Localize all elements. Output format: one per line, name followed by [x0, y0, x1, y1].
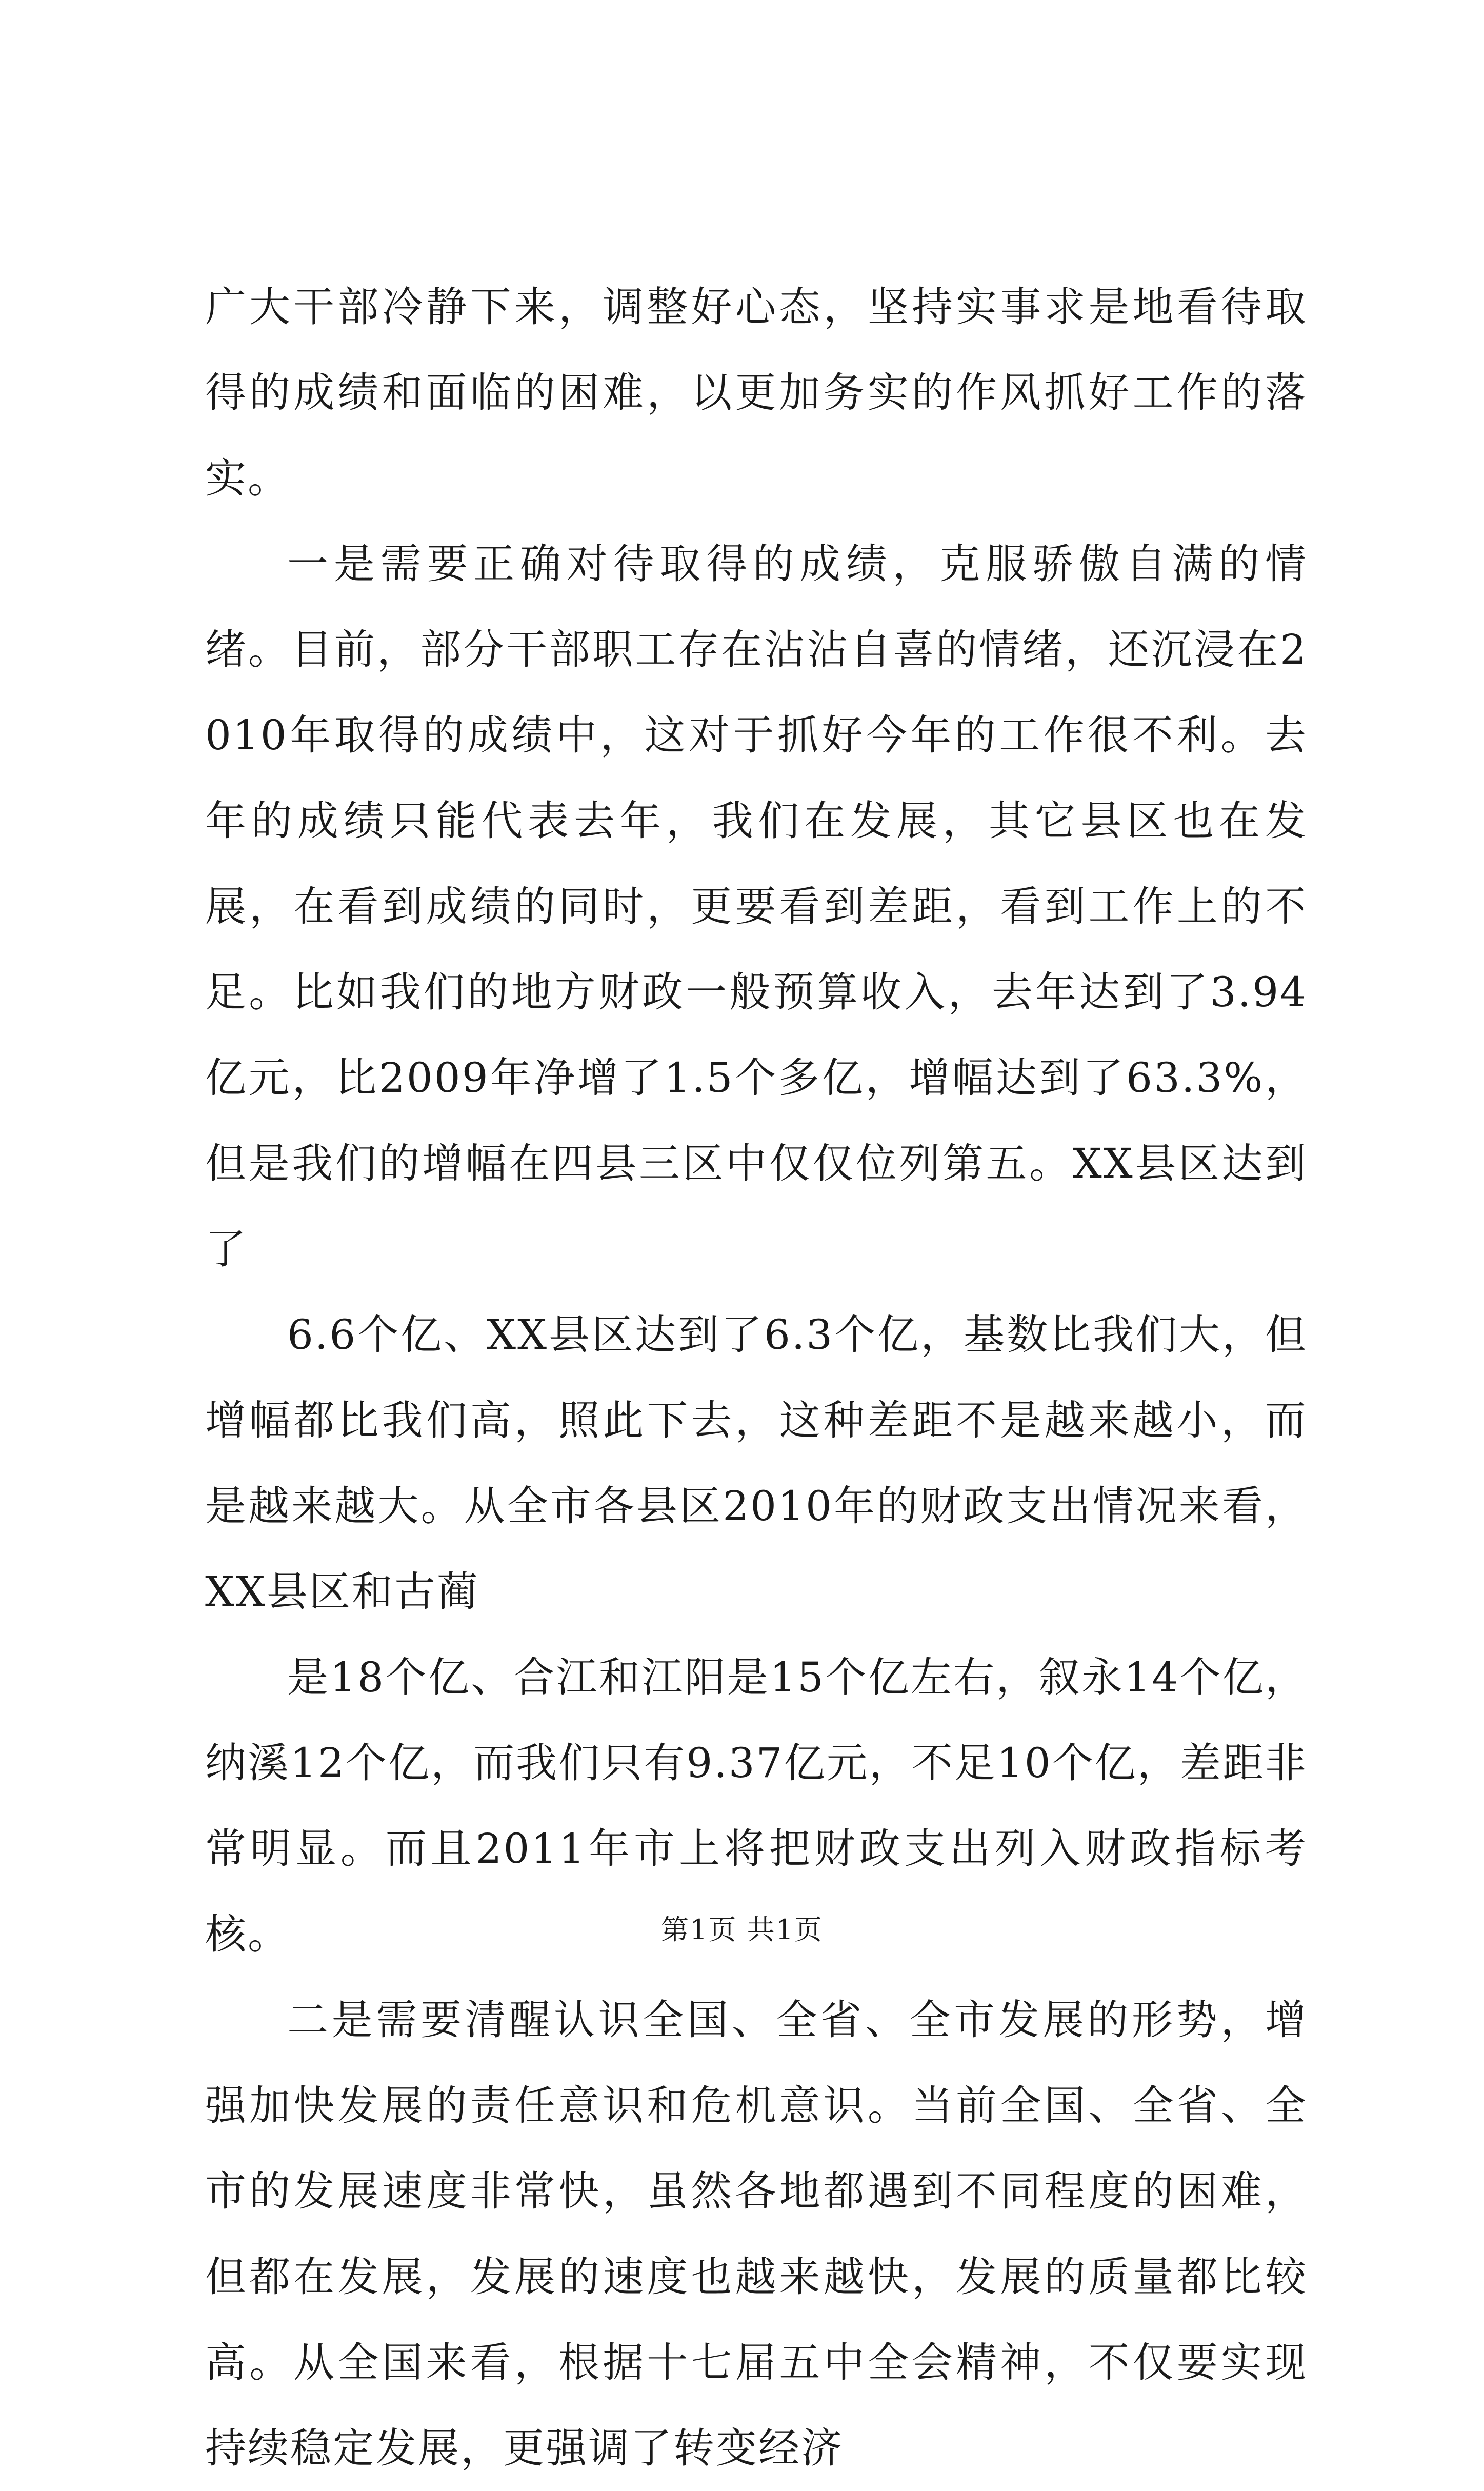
document-body [205, 264, 1308, 2491]
page-footer: 第1页 共1页 [661, 1914, 823, 1946]
paragraph-4: 是18个亿、合江和江阳是15个亿左右，叙永14个亿，纳溪12个亿，而我们只有9.37亿元，不足10个亿，差距非常明显。而且2011年市上将把财政支出列入财政指标考核。 [205, 1653, 1308, 1958]
paragraph-3: 6.6个亿、XX县区达到了6.3个亿，基数比我们大，但增幅都比我们高，照此下去，这种差距不是越来越小，而是越来越大。从全市各县区2010年的财政支出情况来看，XX县区和古蔺 [205, 1311, 1308, 1616]
paragraph-2: 一是需要正确对待取得的成绩，克服骄傲自满的情绪。目前，部分干部职工存在沾沾自喜的情绪，还沉浸在2010年取得的成绩中，这对于抓好今年的工作很不利。去年的成绩只能代表去年，我们在发展，其它县区也在发展，在看到成绩的同时，更要看到差距，看到工作上的不足。比如我们的地方财政一般预算收入，去年达到了3.94亿元，比2009年净增了1.5个多亿，增幅达到了63.3%，但是我们的增幅在四县三区中仅仅位列第五。XX县区达到了 [205, 540, 1308, 1273]
paragraph-5: 二是需要清醒认识全国、全省、全市发展的形势，增强加快发展的责任意识和危机意识。当前全国、全省、全市的发展速度非常快，虽然各地都遇到不同程度的困难，但都在发展，发展的速度也越来越快，发展的质量都比较高。从全国来看，根据十七届五中全会精神，不仅要实现持续稳定发展，更强调了转变经济 [205, 1996, 1308, 2472]
paragraph-1: 广大干部冷静下来，调整好心态，坚持实事求是地看待取得的成绩和面临的困难，以更加务实的作风抓好工作的落实。 [205, 283, 1308, 502]
